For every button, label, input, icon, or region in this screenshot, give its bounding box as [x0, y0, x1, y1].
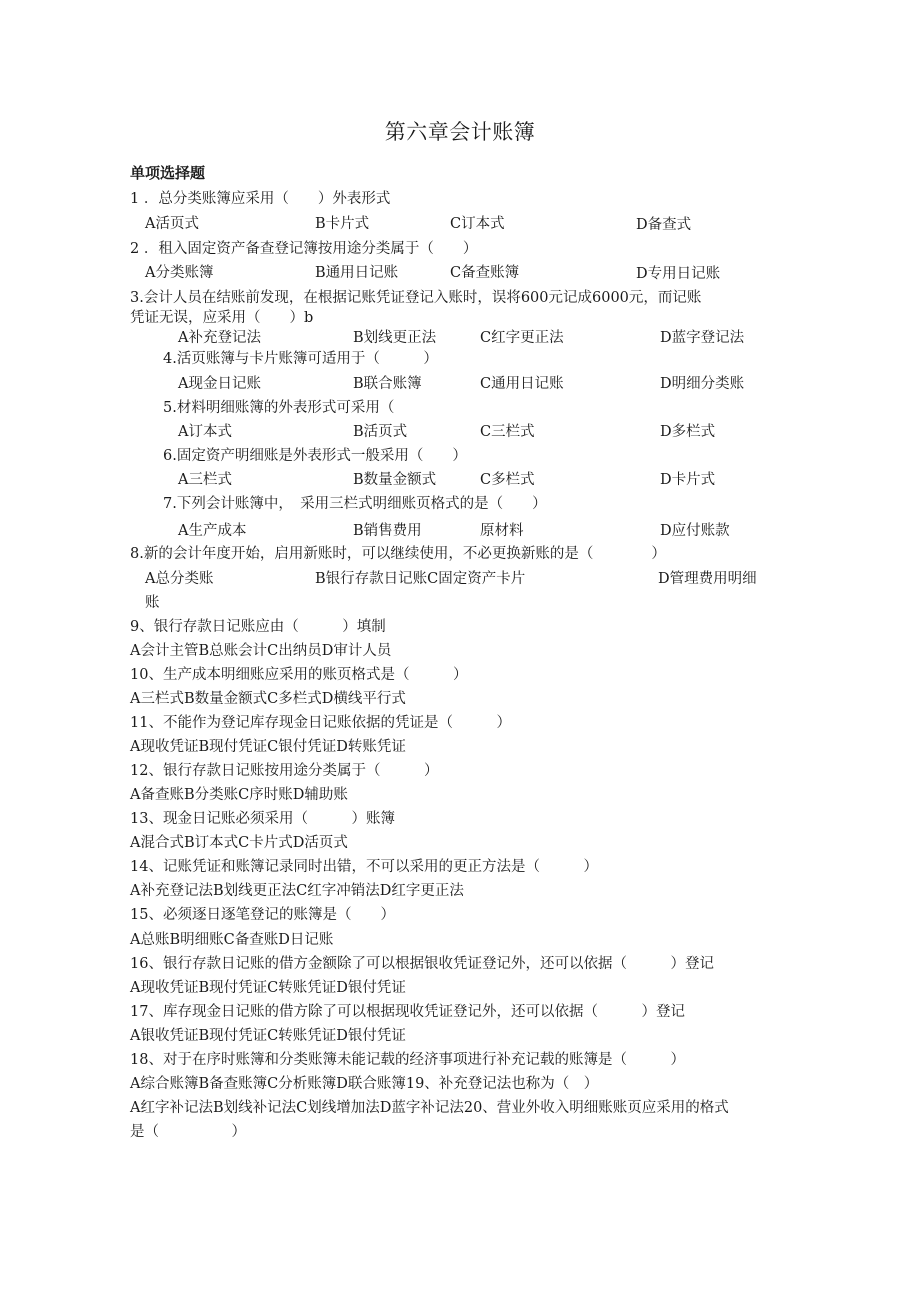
- question-10-stem: 10、生产成本明细账应采用的账页格式是（ ）: [130, 667, 468, 683]
- page-title: 第六章会计账簿: [384, 120, 536, 144]
- question-3-option-d: D蓝字登记法: [660, 330, 745, 346]
- question-3-option-c: C红字更正法: [480, 330, 564, 346]
- question-11-stem: 11、不能作为登记库存现金日记账依据的凭证是（ ）: [130, 715, 511, 731]
- question-13-options: A混合式B订本式C卡片式D活页式: [130, 835, 348, 851]
- question-8-option-d: D管理费用明细: [658, 571, 757, 587]
- question-7-option-a: A生产成本: [178, 523, 247, 539]
- question-5-option-c: C三栏式: [480, 424, 535, 440]
- question-6-option-a: A三栏式: [178, 472, 232, 488]
- question-13-stem: 13、现金日记账必须采用（ ）账簿: [130, 811, 395, 827]
- question-15-options: A总账B明细账C备查账D日记账: [130, 932, 334, 948]
- question-4-option-a: A现金日记账: [178, 376, 261, 392]
- question-1-option-c: C订本式: [450, 216, 505, 232]
- question-7-option-c: 原材料: [480, 523, 524, 539]
- question-2-option-b: B通用日记账: [315, 265, 399, 281]
- question-6-stem: 6.固定资产明细账是外表形式一般采用（ ）: [163, 448, 467, 464]
- question-15-stem: 15、必须逐日逐笔登记的账簿是（ ）: [130, 907, 395, 923]
- question-1-stem: 1 ．总分类账簿应采用（ ）外表形式: [130, 191, 391, 207]
- question-3-option-b: B划线更正法: [353, 330, 437, 346]
- question-20-continuation: 是（ ）: [130, 1124, 246, 1140]
- question-8-stem: 8.新的会计年度开始，启用新账时，可以继续使用，不必更换新账的是（ ）: [130, 546, 666, 562]
- question-9-stem: 9、银行存款日记账应由（ ）填制: [130, 619, 386, 635]
- question-7-option-b: B销售费用: [353, 523, 422, 539]
- question-18-stem: 18、对于在序时账簿和分类账簿未能记载的经济事项进行补充记载的账簿是（ ）: [130, 1052, 685, 1068]
- question-8-option-bc: B银行存款日记账C固定资产卡片: [315, 571, 526, 587]
- question-4-stem: 4.活页账簿与卡片账簿可适用于（ ）: [163, 351, 438, 367]
- question-4-option-d: D明细分类账: [660, 376, 745, 392]
- question-2-stem: 2 ．租入固定资产备查登记簿按用途分类属于（ ）: [130, 241, 478, 257]
- question-3-stem-line-1: 3.会计人员在结账前发现，在根据记账凭证登记入账时，误将600元记成6000元，而记账: [130, 290, 702, 306]
- question-2-option-d: D专用日记账: [636, 266, 721, 282]
- question-3-option-a: A补充登记法: [178, 330, 261, 346]
- question-14-options: A补充登记法B划线更正法C红字冲销法D红字更正法: [130, 883, 464, 899]
- question-1-option-b: B卡片式: [315, 216, 370, 232]
- question-16-stem: 16、银行存款日记账的借方金额除了可以根据银收凭证登记外，还可以依据（ ）登记: [130, 956, 714, 972]
- question-7-option-d: D应付账款: [660, 523, 730, 539]
- question-4-option-c: C通用日记账: [480, 376, 564, 392]
- question-2-option-c: C备查账簿: [450, 265, 520, 281]
- question-7-stem: 7.下列会计账簿中， 采用三栏式明细账页格式的是（ ）: [163, 496, 547, 512]
- question-9-options: A会计主管B总账会计C出纳员D审计人员: [130, 643, 392, 659]
- question-8-option-d-wrap: 账: [145, 595, 160, 611]
- question-1-option-a: A活页式: [145, 216, 199, 232]
- question-12-stem: 12、银行存款日记账按用途分类属于（ ）: [130, 763, 439, 779]
- question-17-options: A银收凭证B现付凭证C转账凭证D银付凭证: [130, 1028, 406, 1044]
- question-2-option-a: A分类账簿: [145, 265, 214, 281]
- question-14-stem: 14、记账凭证和账簿记录同时出错，不可以采用的更正方法是（ ）: [130, 859, 598, 875]
- question-4-option-b: B联合账簿: [353, 376, 422, 392]
- question-1-option-d: D备查式: [636, 217, 692, 233]
- question-17-stem: 17、库存现金日记账的借方除了可以根据现收凭证登记外，还可以依据（ ）登记: [130, 1004, 685, 1020]
- question-3-stem-line-2: 凭证无误，应采用（ ）b: [130, 310, 314, 326]
- question-5-stem: 5.材料明细账簿的外表形式可采用（: [163, 400, 395, 416]
- question-6-option-c: C多栏式: [480, 472, 535, 488]
- question-8-option-a: A总分类账: [145, 571, 214, 587]
- question-5-option-b: B活页式: [353, 424, 408, 440]
- question-16-options: A现收凭证B现付凭证C转账凭证D银付凭证: [130, 980, 406, 996]
- section-title: 单项选择题: [130, 164, 206, 182]
- question-6-option-b: B数量金额式: [353, 472, 437, 488]
- question-5-option-d: D多栏式: [660, 424, 716, 440]
- question-18-options: A综合账簿B备查账簿C分析账簿D联合账簿19、补充登记法也称为（ ）: [130, 1076, 599, 1092]
- question-6-option-d: D卡片式: [660, 472, 716, 488]
- question-10-options: A三栏式B数量金额式C多栏式D横线平行式: [130, 691, 406, 707]
- question-5-option-a: A订本式: [178, 424, 232, 440]
- question-11-options: A现收凭证B现付凭证C银付凭证D转账凭证: [130, 739, 406, 755]
- question-19-options: A红字补记法B划线补记法C划线增加法D蓝字补记法20、营业外收入明细账账页应采用的格式: [130, 1100, 729, 1116]
- question-12-options: A备查账B分类账C序时账D辅助账: [130, 787, 348, 803]
